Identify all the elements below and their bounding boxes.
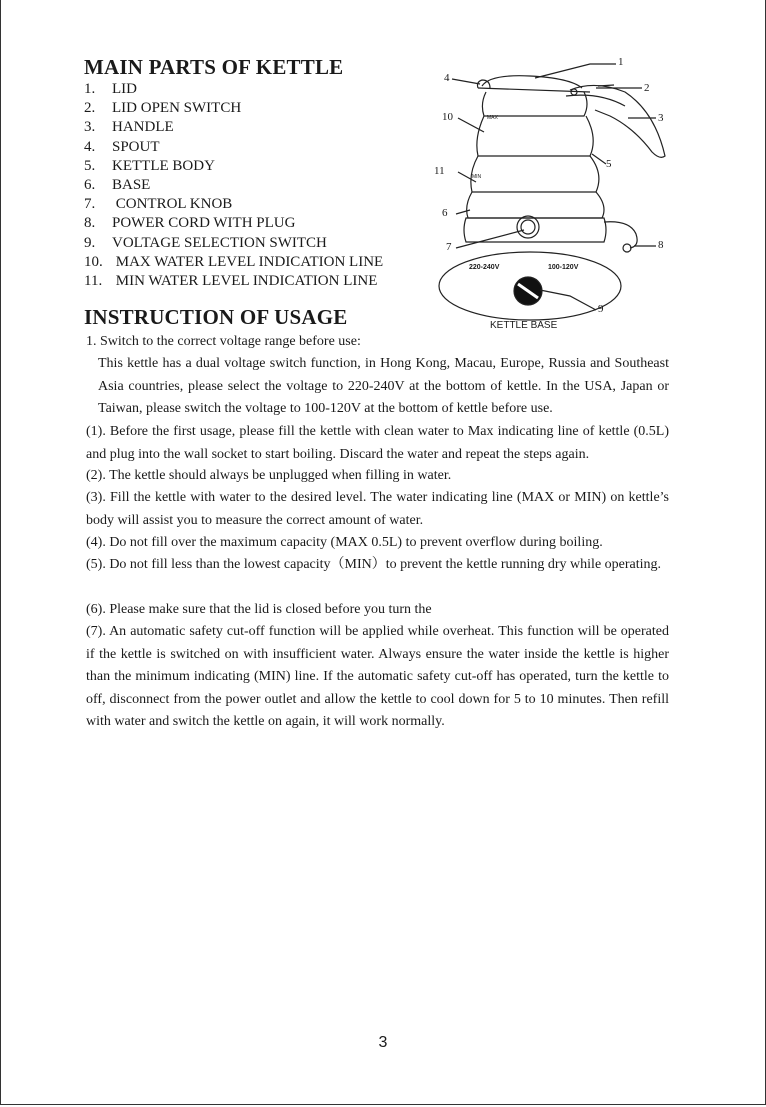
page-number: 3 xyxy=(378,1034,388,1051)
max-mark: MAX xyxy=(487,115,498,121)
kettle-diagram xyxy=(420,52,670,342)
voltage-label-220-240: 220-240V xyxy=(469,264,500,271)
parts-list-item: 9. VOLTAGE SELECTION SWITCH xyxy=(84,234,327,251)
callout-2: 2 xyxy=(644,82,650,94)
parts-list-item: 1. LID xyxy=(84,81,137,97)
instruction-3: (3). Fill the kettle with water to the desired level. The water indicating line (MAX or MIN) on kettle’s body will assist you to measure the correct amount of water. xyxy=(86,490,669,528)
callout-1: 1 xyxy=(618,56,624,68)
voltage-label-100-120: 100-120V xyxy=(548,264,579,271)
main-parts-heading: MAIN PARTS OF KETTLE xyxy=(84,55,344,79)
parts-list xyxy=(84,80,383,291)
callout-8: 8 xyxy=(658,239,664,251)
step1-title: 1. Switch to the correct voltage range before use: xyxy=(86,334,361,349)
parts-list-item: 7. CONTROL KNOB xyxy=(84,196,233,213)
instruction-4: (4). Do not fill over the maximum capacity (MAX 0.5L) to prevent overflow during boiling. xyxy=(86,535,603,550)
instruction-heading: INSTRUCTION OF USAGE xyxy=(84,305,348,329)
min-mark: MIN xyxy=(472,174,482,180)
instruction-5: (5). Do not fill less than the lowest capacity（MIN）to prevent the kettle running dry while operating. xyxy=(86,557,662,572)
parts-list-item: 2. LID OPEN SWITCH xyxy=(84,100,242,117)
parts-list-item: 10. MAX WATER LEVEL INDICATION LINE xyxy=(84,253,384,270)
callout-6: 6 xyxy=(442,207,448,219)
callout-11: 11 xyxy=(434,165,445,177)
callout-7: 7 xyxy=(446,241,452,253)
parts-list-item: 5. KETTLE BODY xyxy=(84,157,215,174)
callout-3: 3 xyxy=(658,112,664,124)
callout-9: 9 xyxy=(598,303,604,315)
parts-list-item: 6. BASE xyxy=(84,176,151,193)
parts-list-item: 8. POWER CORD WITH PLUG xyxy=(84,215,296,232)
parts-list-item: 3. HANDLE xyxy=(84,119,174,136)
kettle-base-caption: KETTLE BASE xyxy=(490,320,558,331)
callout-10: 10 xyxy=(442,111,453,123)
instruction-1: (1). Before the first usage, please fill the kettle with clean water to Max indicating line of kettle (0.5L) and plug into the wall socket to start boiling. Discard the water and repeat the steps again. xyxy=(86,424,669,462)
kettle-illustration xyxy=(420,52,670,342)
instruction-7: (7). An automatic safety cut-off function will be applied while overheat. This function will be operated if the kettle is switched on with insufficient water. Always ensure the water inside the kettle is higher than the minimum indicating (MIN) line. If the automatic safety cut-off has operated, turn the kettle to off, disconnect from the power outlet and allow the kettle to cool down for 5 to 10 minutes. Then refill with water and switch the kettle on again, it will work normally. xyxy=(86,624,669,730)
callout-5: 5 xyxy=(606,158,612,170)
parts-list-item: 11. MIN WATER LEVEL INDICATION LINE xyxy=(84,272,378,289)
instruction-2: (2). The kettle should always be unplugged when filling in water. xyxy=(86,468,452,483)
instruction-6: (6). Please make sure that the lid is closed before you turn the xyxy=(86,602,432,617)
callout-4: 4 xyxy=(444,72,450,84)
step1-body: This kettle has a dual voltage switch function, in Hong Kong, Macau, Europe, Russia and Southeast Asia countries, please select the voltage to 220-240V at the bottom of kettle. In the USA, Japan or Taiwan, please switch the voltage to 100-120V at the bottom of kettle before use. xyxy=(98,356,669,417)
parts-list-item: 4. SPOUT xyxy=(84,138,160,155)
